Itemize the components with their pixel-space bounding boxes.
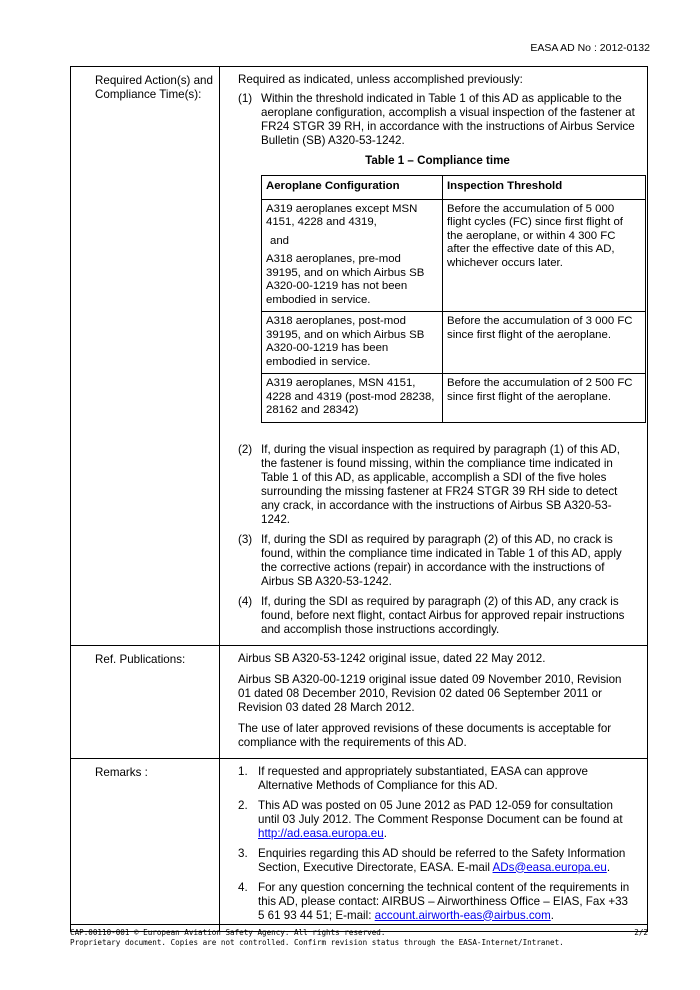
table-row: [262, 312, 646, 374]
configuration-cell: [262, 199, 443, 312]
remark-4: [238, 881, 637, 923]
table-caption: Table 1 – Compliance time: [365, 154, 510, 167]
column-header-configuration: Aeroplane Configuration: [262, 176, 443, 200]
configuration-cell: A319 aeroplanes, MSN 4151, 4228 and 4319 (post-mod 28238, 28162 and 28342): [262, 374, 443, 423]
configuration-text: A319 aeroplanes except MSN 4151, 4228 and 4319,: [266, 202, 418, 228]
paragraph-text: If, during the SDI as required by paragraph (2) of this AD, any crack is found, before next flight, contact Airbus for approved repair instructions and accomplish those instructions accordingly.: [261, 594, 625, 636]
paragraph-number: (1): [238, 92, 253, 105]
remark-text: This AD was posted on 05 June 2012 as PAD 12-059 for consultation until 03 July 2012. The Comment Response Document can be found at: [258, 798, 623, 826]
configuration-and: and: [270, 234, 290, 247]
remark-number: 2.: [238, 798, 248, 812]
table-row: [262, 199, 646, 312]
airbus-email-link[interactable]: account.airworth-eas@airbus.com: [374, 908, 551, 922]
ref-publications-label: Ref. Publications:: [71, 645, 220, 758]
paragraph-1: [238, 92, 637, 148]
remark-2: [238, 799, 637, 841]
ref-publications-row: [71, 645, 648, 758]
threshold-cell: Before the accumulation of 2 500 FC since first flight of the aeroplane.: [443, 374, 646, 423]
remark-1: [238, 765, 637, 793]
ad-easa-link[interactable]: http://ad.easa.europa.eu: [258, 826, 384, 840]
remark-end: .: [550, 908, 554, 922]
required-actions-row: [71, 67, 648, 646]
threshold-cell: Before the accumulation of 5 000 flight cycles (FC) since first flight of the aeroplane, or within 4 300 FC after the effective date of this AD, whichever occurs later.: [443, 199, 646, 312]
paragraph-4: [238, 595, 637, 637]
column-header-threshold: Inspection Threshold: [443, 176, 646, 200]
paragraph-number: (3): [238, 532, 253, 546]
paragraph-number: (2): [238, 442, 253, 456]
remark-text-wrapper: [258, 881, 637, 923]
configuration-text: A318 aeroplanes, pre-mod 39195, and on which Airbus SB A320-00-1219 has not been embodied in service.: [266, 253, 425, 306]
remarks-content: [220, 758, 648, 931]
remark-text: If requested and appropriately substantiated, EASA can approve Alternative Methods of Compliance for this AD.: [258, 764, 588, 792]
remark-text-wrapper: [258, 847, 637, 875]
remarks-row: [71, 758, 648, 931]
configuration-cell: A318 aeroplanes, post-mod 39195, and on which Airbus SB A320-00-1219 has been embodied in service.: [262, 312, 443, 374]
paragraph-text: If, during the SDI as required by paragraph (2) of this AD, no crack is found, within the compliance time indicated in Table 1 of this AD, apply the corrective actions (repair) in accordance with the instructions of Airbus SB A320-53-1242.: [261, 532, 622, 588]
ref-publications-content: [220, 645, 648, 758]
remark-number: 1.: [238, 764, 248, 778]
ad-content-table: [70, 66, 648, 932]
compliance-time-table: [261, 175, 646, 423]
remark-3: [238, 847, 637, 875]
required-actions-intro: Required as indicated, unless accomplished previously:: [238, 73, 523, 86]
remark-text: For any question concerning the technical content of the requirements in this AD, please contact: AIRBUS – Airworthiness Office – EIAS, Fax +33 5 61 93 44 51; E-mail:: [258, 880, 630, 922]
remark-number: 4.: [238, 880, 248, 894]
remark-number: 3.: [238, 846, 248, 860]
ads-email-link[interactable]: ADs@easa.europa.eu: [492, 860, 607, 874]
remark-end: .: [606, 860, 611, 874]
footer-copyright: CAP.00110-001 © European Aviation Safety Agency. All rights reserved.: [70, 928, 386, 937]
remark-text: Enquiries regarding this AD should be referred to the Safety Information Section, Executive Directorate, EASA. E-mail: [258, 846, 626, 874]
page-number: 2/2: [634, 928, 648, 937]
page-footer: [70, 928, 648, 948]
paragraph-text: Within the threshold indicated in Table 1 of this AD as applicable to the aeroplane configuration, accomplish a visual inspection of the fastener at FR24 STGR 39 RH, in accordance with the instructions of Airbus Service Bulletin (SB) A320-53-1242.: [261, 92, 635, 147]
ad-reference: EASA AD No : 2012-0132: [530, 42, 650, 54]
paragraph-2: [238, 443, 637, 527]
paragraph-text: If, during the visual inspection as required by paragraph (1) of this AD, the fastener is found missing, within the compliance time indicated in Table 1 of this AD, as applicable, accomplish a SDI of the five holes surrounding the missing fastener at FR24 STGR 39 RH side to detect any crack, in accordance with the instructions of Airbus SB A320-53-1242.: [261, 442, 620, 526]
publication-entry: Airbus SB A320-53-1242 original issue, dated 22 May 2012.: [238, 651, 546, 665]
footer-disclaimer: Proprietary document. Copies are not controlled. Confirm revision status through the EASA-Internet/Intranet.: [70, 938, 564, 947]
remark-end: .: [383, 826, 387, 840]
remarks-label: Remarks :: [71, 758, 220, 931]
required-actions-label: Required Action(s) and Compliance Time(s):: [71, 67, 220, 646]
publication-note: The use of later approved revisions of these documents is acceptable for compliance with the requirements of this AD.: [238, 721, 612, 749]
publication-entry: Airbus SB A320-00-1219 original issue dated 09 November 2010, Revision 01 dated 08 December 2010, Revision 02 dated 06 September 2011 or Revision 03 dated 28 March 2012.: [238, 672, 622, 714]
remark-text-wrapper: [258, 799, 637, 841]
footer-divider: [70, 924, 648, 925]
paragraph-number: (4): [238, 594, 253, 608]
required-actions-content: [220, 67, 648, 646]
table-row: [262, 374, 646, 423]
threshold-cell: Before the accumulation of 3 000 FC since first flight of the aeroplane.: [443, 312, 646, 374]
paragraph-3: [238, 533, 637, 589]
